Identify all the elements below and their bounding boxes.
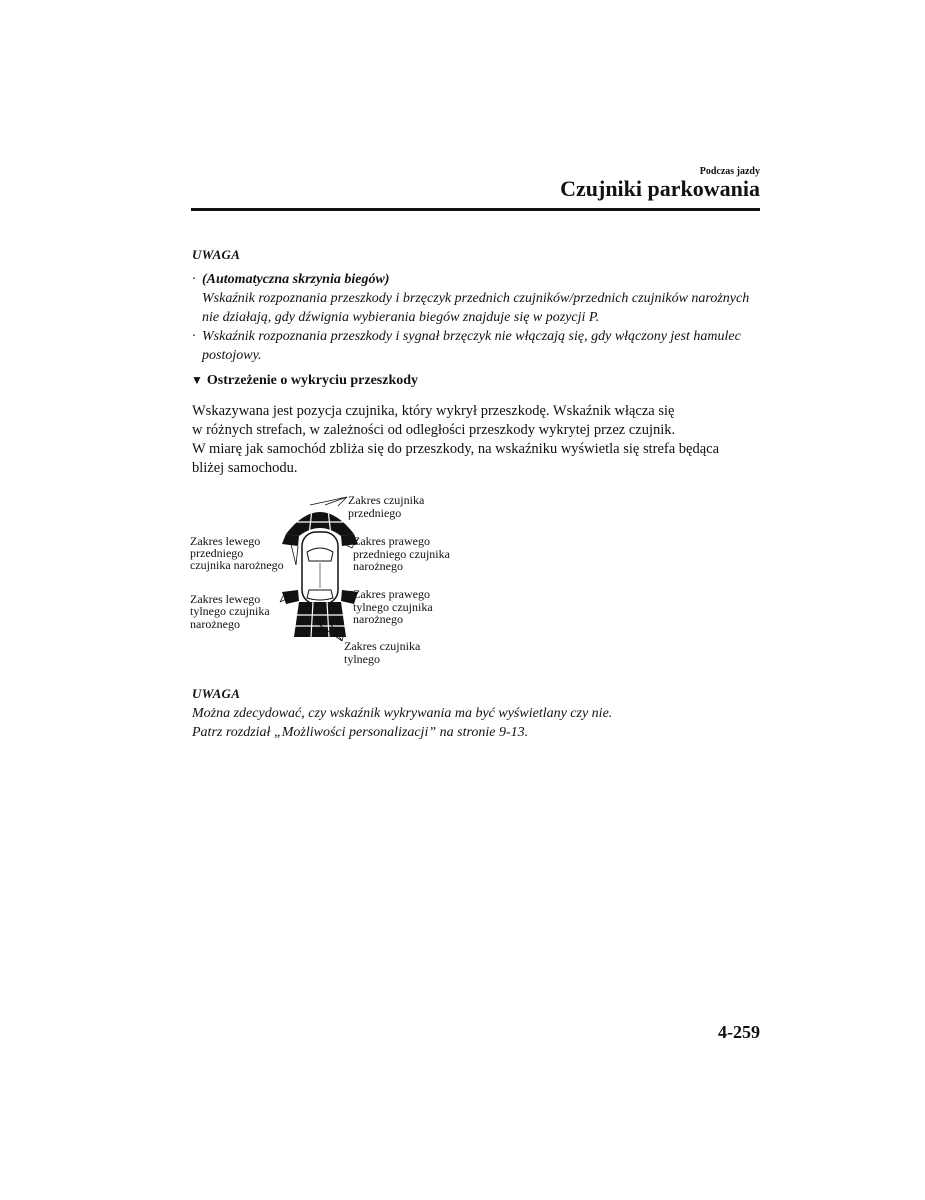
subsection-title: Ostrzeżenie o wykryciu przeszkody	[206, 373, 419, 388]
note-box-1	[192, 245, 762, 365]
note-bullet	[192, 327, 762, 365]
label-front-left-corner: Zakres lewego przedniego czujnika narożnego	[190, 534, 284, 572]
body-paragraph	[192, 402, 762, 478]
bullet-dot: ·	[192, 272, 196, 287]
front-left-corner-zone	[282, 534, 299, 546]
note-heading: UWAGA	[192, 686, 241, 701]
body-line: bliżej samochodu.	[192, 460, 298, 476]
body-line: w różnych strefach, w zależności od odległości przeszkody wykrytej przez czujnik.	[192, 422, 676, 438]
note-heading: UWAGA	[192, 247, 241, 262]
bullet-title: (Automatyczna skrzynia biegów)	[202, 272, 390, 287]
triangle-marker-icon: ▼	[191, 373, 203, 387]
bullet-dot: ·	[192, 329, 196, 344]
label-front-right-corner: Zakres prawego przedniego czujnika narożnego	[353, 534, 450, 573]
body-line: Wskazywana jest pozycja czujnika, który wykrył przeszkodę. Wskaźnik włącza się	[192, 403, 675, 419]
sensor-range-diagram	[180, 488, 480, 668]
bullet-text: Wskaźnik rozpoznania przeszkody i brzęczyk przednich czujników/przednich czujników narożnych nie działają, gdy dźwignia wybierania biegów znajduje się w pozycji P.	[202, 291, 750, 325]
rear-sensor-zone	[294, 602, 346, 637]
label-rear-sensor: Zakres czujnika tylnego	[344, 639, 421, 666]
page-number: 4-259	[718, 1022, 760, 1042]
note-box-2	[192, 684, 762, 742]
label-front-sensor: Zakres czujnika przedniego	[348, 493, 425, 520]
section-label: Podczas jazdy	[699, 166, 760, 177]
title-rule	[191, 208, 760, 211]
note-line: Patrz rozdział „Możliwości personalizacji” na stronie 9-13.	[192, 725, 529, 740]
label-rear-right-corner: Zakres prawego tylnego czujnika narożnego	[353, 587, 433, 626]
label-rear-left-corner: Zakres lewego tylnego czujnika narożnego	[190, 592, 270, 631]
page-title: Czujniki parkowania	[560, 176, 760, 201]
note-bullet	[192, 270, 762, 327]
body-line: W miarę jak samochód zbliża się do przeszkody, na wskaźniku wyświetla się strefa będąca	[192, 441, 720, 457]
subsection-heading	[191, 373, 418, 389]
note-line: Można zdecydować, czy wskaźnik wykrywania ma być wyświetlany czy nie.	[192, 706, 613, 721]
bullet-text: Wskaźnik rozpoznania przeszkody i sygnał brzęczyk nie włączają się, gdy włączony jest hamulec postojowy.	[202, 329, 741, 363]
